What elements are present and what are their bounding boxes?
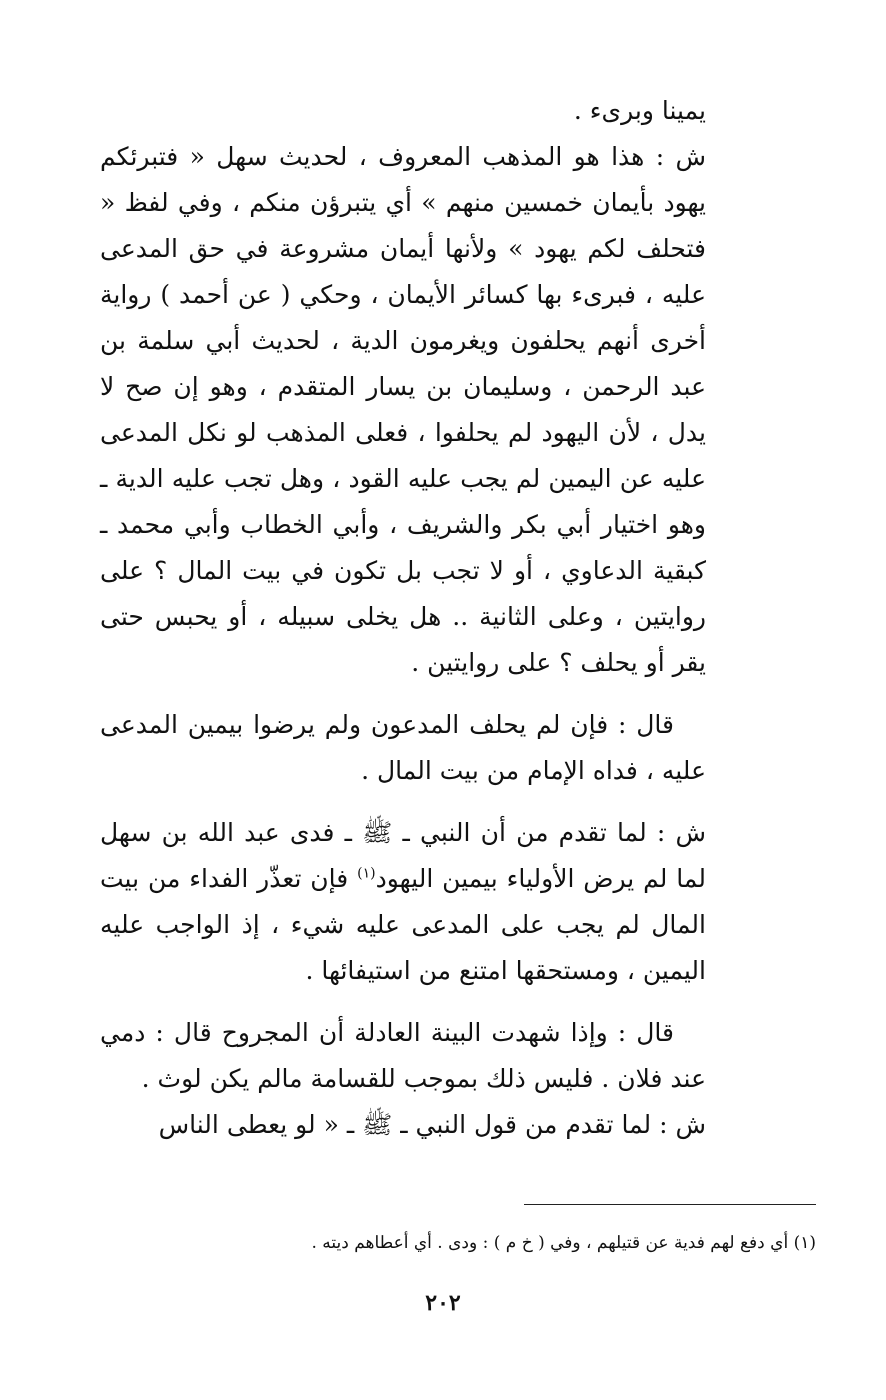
main-text [100, 88, 706, 1148]
paragraph-2: ش : هذا هو المذهب المعروف ، لحديث سهل « فتبرئكم يهود بأيمان خمسين منهم » أي يتبرؤن منكم ، وفي لفظ « فتحلف لكم يهود » ولأنها أيمان مشروعة في حق المدعى عليه ، فبرىء بها كسائر الأيمان ، وحكي ( عن أحمد ) رواية أخرى أنهم يحلفون ويغرمون الدية ، لحديث أبي سلمة بن عبد الرحمن ، وسليمان بن يسار المتقدم ، وهو إن صح لا يدل ، لأن اليهود لم يحلفوا ، فعلى المذهب لو نكل المدعى عليه عن اليمين لم يجب عليه القود ، وهل تجب عليه الدية ـ وهو اختيار أبي بكر والشريف ، وأبي الخطاب وأبي محمد ـ كبقية الدعاوي ، أو لا تجب بل تكون في بيت المال ؟ على روايتين ، وعلى الثانية .. هل يخلى سبيله ، أو يحبس حتى يقر أو يحلف ؟ على روايتين . [100, 142, 706, 677]
paragraph-6: ش : لما تقدم من قول النبي ـ ﷺ ـ « لو يعطى الناس [158, 1110, 706, 1139]
paragraph-4-part-2: فإن تعذّر الفداء من بيت المال لم يجب على المدعى عليه شيء ، إذ الواجب عليه اليمين ، ومستحقها امتنع من استيفائها . [100, 864, 706, 985]
paragraph-5: قال : وإذا شهدت البينة العادلة أن المجروح قال : دمي عند فلان . فليس ذلك بموجب للقسامة مالم يكن لوث . [100, 1018, 706, 1093]
paragraph-4 [100, 810, 706, 994]
paragraph-1: يمينا وبرىء . [573, 96, 706, 125]
footnote-separator [524, 1204, 816, 1205]
paragraph-4-part-1: ش : لما تقدم من أن النبي ـ ﷺ ـ فدى عبد الله بن سهل لما لم يرض الأولياء بيمين اليهود [100, 818, 706, 893]
footnote-reference: (١) [357, 865, 376, 882]
page-number: ٢٠٢ [425, 1290, 461, 1316]
paragraph-3: قال : فإن لم يحلف المدعون ولم يرضوا بيمين المدعى عليه ، فداه الإمام من بيت المال . [100, 710, 706, 785]
footnote: (١) أي دفع لهم فدية عن قتيلهم ، وفي ( خ م ) : ودى . أي أعطاهم ديته . [311, 1233, 816, 1253]
